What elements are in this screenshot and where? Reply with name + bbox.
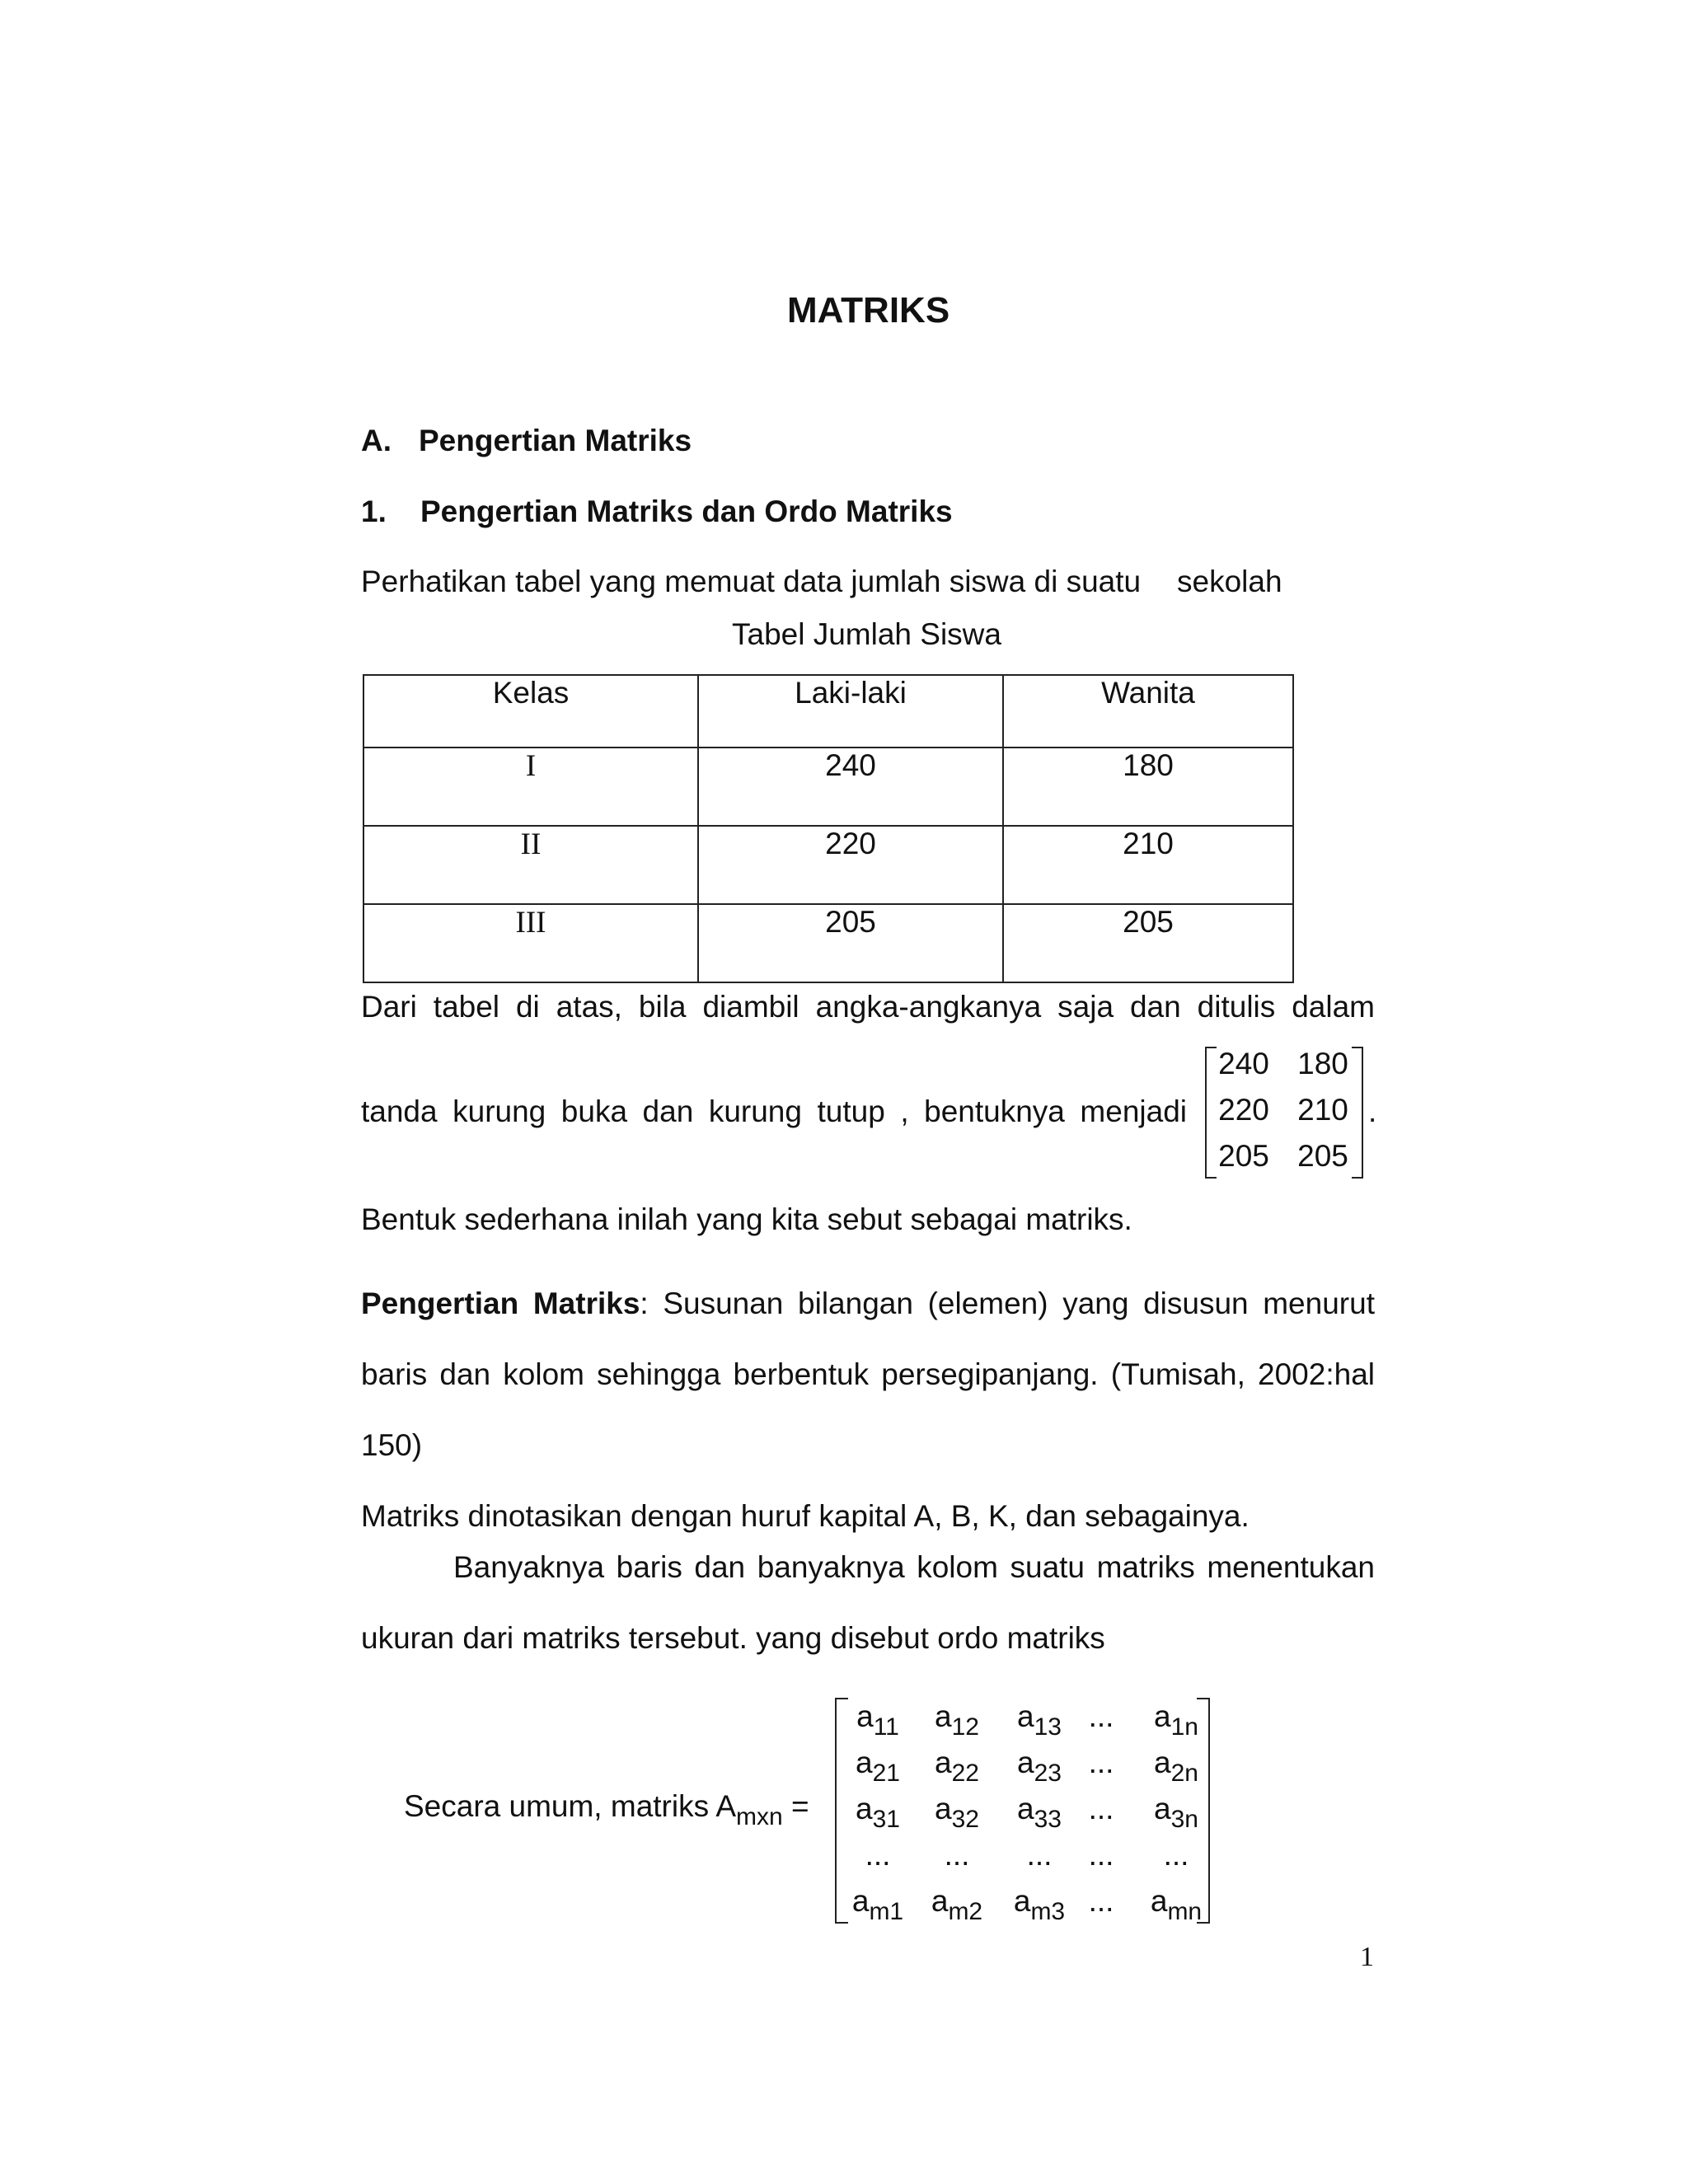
table-row [363,904,1293,982]
matrix-element-base: a [1017,1746,1034,1779]
matrix-element-subscript: 1n [1170,1713,1198,1741]
matrix-element [842,1746,913,1787]
table-row [363,748,1293,826]
notation-text: Matriks dinotasikan dengan huruf kapital A, B, K, dan sebagainya. [361,1499,1250,1533]
matrix-element: 210 [1297,1093,1348,1127]
matrix-element-base: ... [1088,1792,1114,1825]
matrix-element-subscript: 12 [951,1713,979,1741]
matrix-element-base: ... [944,1838,970,1872]
matrix-element-subscript: 11 [873,1713,899,1741]
matrix-element-base: a [1150,1884,1168,1918]
matrix-element-subscript: 22 [951,1760,979,1787]
matrix-element [1078,1884,1124,1919]
definition-line-3: 150) [361,1428,423,1462]
general-matrix-label [404,1788,809,1830]
matrix-element [842,1792,913,1833]
matrix-element-base: ... [1088,1699,1114,1733]
matrix-element [1004,1838,1075,1872]
matrix-element-subscript: mn [1167,1898,1203,1925]
intro-text-end: sekolah [1177,565,1282,598]
matrix-element: 240 [1218,1047,1269,1080]
matrix-element [1004,1699,1075,1741]
general-subscript: mxn [736,1803,783,1830]
section-a-heading: Pengertian Matriks [419,424,692,457]
section-a-label: A. [361,424,392,457]
table-cell: 210 [1003,826,1293,904]
matrix-element: 220 [1218,1093,1269,1127]
matrix-right-bracket [1352,1047,1363,1179]
table-cell: 180 [1003,748,1293,826]
table-cell: 205 [698,904,1003,982]
matrix-period: . [1368,1094,1377,1128]
after-table-text: Dari tabel di atas, bila diambil angka-angkanya saja dan ditulis dalam [361,990,1375,1024]
matrix-element [1078,1838,1124,1872]
definition-line-2: baris dan kolom sehingga berbentuk persegipanjang. (Tumisah, 2002:hal [361,1357,1375,1391]
page-title: MATRIKS [787,290,950,330]
table-cell: III [363,904,698,982]
section-1-label: 1. [361,494,387,528]
matrix-element [921,1792,992,1833]
matrix-element-subscript: 23 [1034,1760,1062,1787]
table-cell: 240 [698,748,1003,826]
matrix-element-subscript: 13 [1034,1713,1062,1741]
matrix-element [1141,1792,1212,1833]
matrix-element-subscript: 2n [1170,1760,1198,1787]
matrix-element-base: a [856,1746,873,1779]
matrix-element [1004,1792,1075,1833]
matrix-element [921,1838,992,1872]
matrix-element-base: a [1017,1699,1034,1733]
matrix-element [1141,1699,1212,1741]
matrix-element-base: a [1154,1746,1171,1779]
definition-term: Pengertian Matriks [361,1286,640,1320]
matrix-element-base: ... [865,1838,891,1872]
matrix-element-base: a [1154,1699,1171,1733]
definition-text: : Susunan bilangan (elemen) yang disusun menurut [640,1286,1375,1320]
table-cell: 220 [698,826,1003,904]
matrix-element-base: ... [1088,1884,1114,1918]
matrix-element [1078,1746,1124,1780]
equals-sign: = [790,1789,809,1823]
simple-form-text: Bentuk sederhana inilah yang kita sebut sebagai matriks. [361,1202,1132,1236]
matrix-element [1141,1838,1212,1872]
matrix-element: 205 [1297,1139,1348,1173]
matrix-element-base: a [856,1792,873,1825]
matrix-element-subscript: m1 [869,1898,904,1925]
matrix-element: 205 [1218,1139,1269,1173]
table-header-cell: Wanita [1003,675,1293,748]
matrix-element [1078,1699,1124,1734]
matrix-element-base: ... [1026,1838,1053,1872]
student-table [363,674,1294,983]
matrix-element-subscript: m2 [948,1898,983,1925]
matrix-element: 180 [1297,1047,1348,1080]
matrix-element-base: a [935,1746,952,1779]
definition-line-1 [361,1286,1375,1322]
table-header-cell: Laki-laki [698,675,1003,748]
table-cell: I [363,748,698,826]
matrix-element [1141,1746,1212,1787]
intro-text: Perhatikan tabel yang memuat data jumlah siswa di suatu [361,565,1142,598]
matrix-element-base: a [935,1699,952,1733]
ordo-line-2: ukuran dari matriks tersebut. yang disebut ordo matriks [361,1621,1105,1655]
matrix-element-subscript: 3n [1170,1806,1198,1833]
matrix-element [1141,1884,1212,1925]
matrix-element-base: a [856,1699,874,1733]
table-row [363,826,1293,904]
ordo-line-1: Banyaknya baris dan banyaknya kolom suatu matriks menentukan [453,1550,1375,1584]
matrix-element-subscript: 21 [872,1760,900,1787]
matrix-element [921,1699,992,1741]
bracket-line-text: tanda kurung buka dan kurung tutup , bentuknya menjadi [361,1094,1187,1128]
table-header-cell: Kelas [363,675,698,748]
matrix-element-base: a [1017,1792,1034,1825]
matrix-element-base: a [931,1884,949,1918]
table-caption: Tabel Jumlah Siswa [732,617,1001,651]
matrix-element [842,1884,913,1925]
matrix-element [921,1884,992,1925]
general-label-text: Secara umum, matriks A [404,1789,737,1823]
section-1-heading: Pengertian Matriks dan Ordo Matriks [420,494,953,528]
matrix-element-subscript: m3 [1030,1898,1066,1925]
matrix-element [921,1746,992,1787]
matrix-element [1004,1884,1075,1925]
table-cell: 205 [1003,904,1293,982]
page-number: 1 [1360,1942,1374,1972]
matrix-element [842,1838,913,1872]
matrix-element-subscript: 33 [1034,1806,1062,1833]
matrix-element-base: ... [1088,1838,1114,1872]
matrix-element-subscript: 32 [951,1806,979,1833]
matrix-element-base: ... [1163,1838,1189,1872]
matrix-element [842,1699,913,1741]
table-header-row [363,675,1293,748]
matrix-element-base: a [1154,1792,1171,1825]
table-cell: II [363,826,698,904]
matrix-element [1004,1746,1075,1787]
matrix-element-base: a [851,1884,870,1918]
matrix-element [1078,1792,1124,1826]
matrix-element-base: a [935,1792,952,1825]
matrix-element-base: a [1013,1884,1031,1918]
matrix-element-base: ... [1088,1746,1114,1779]
matrix-element-subscript: 31 [872,1806,900,1833]
